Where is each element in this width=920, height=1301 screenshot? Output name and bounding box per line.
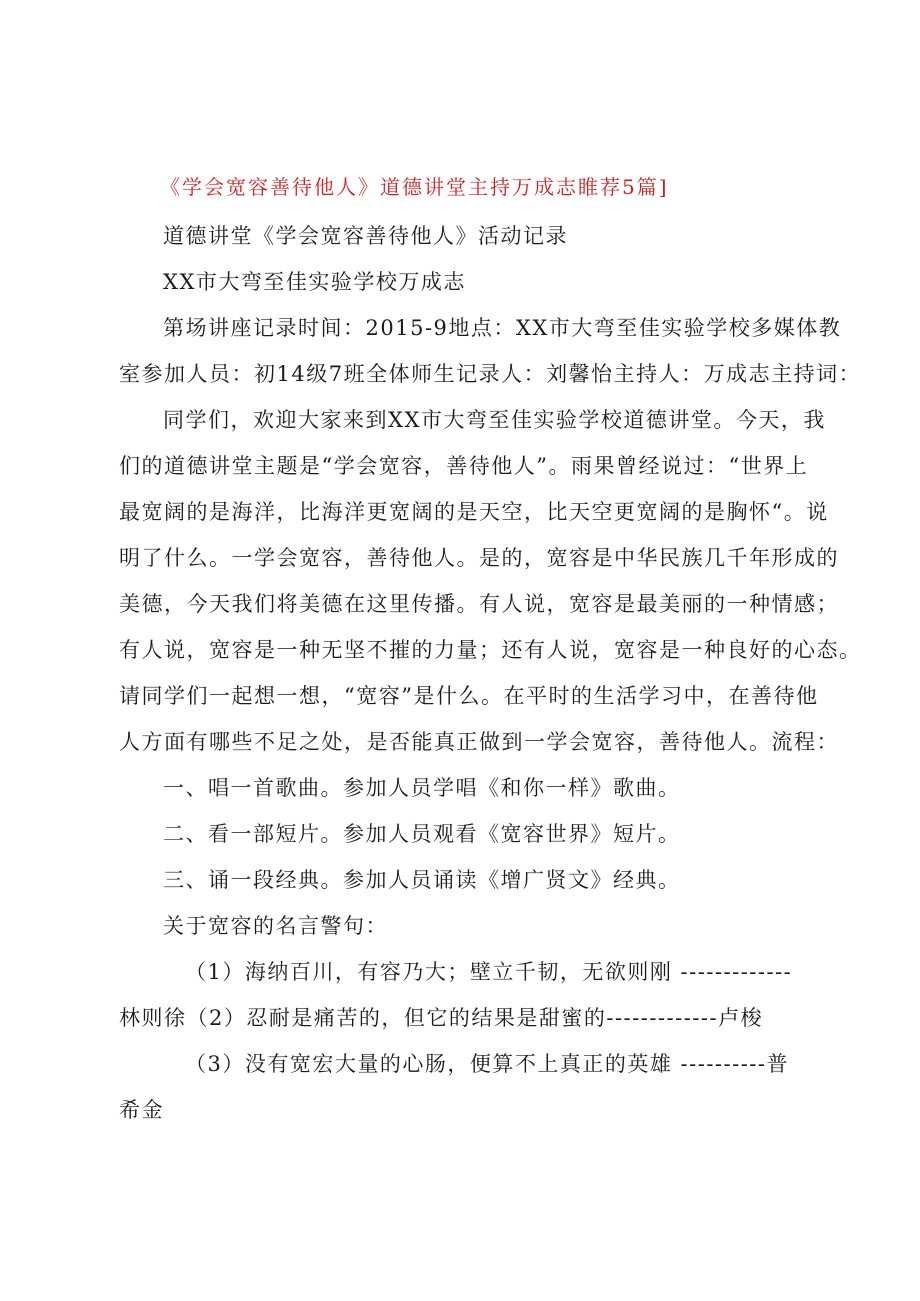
paragraph-line: 有人说，宽容是一种无坚不摧的力量；还有人说，宽容是一种良好的心态。	[119, 638, 862, 662]
paragraph-line: 美德，今天我们将美德在这里传播。有人说，宽容是最美丽的一种情感；	[119, 592, 839, 616]
paragraph-line: 一、唱一首歌曲。参加人员学唱《和你一样》歌曲。	[163, 776, 681, 800]
paragraph-line: 最宽阔的是海洋，比海洋更宽阔的是天空，比天空更宽阔的是胸怀“。说	[119, 500, 829, 524]
paragraph-line: 三、诵一段经典。参加人员诵读《增广贤文》经典。	[163, 868, 681, 892]
paragraph-line: （3）没有宽宏大量的心肠，便算不上真正的英雄 ----------普	[185, 1052, 789, 1076]
paragraph-line: （1）海纳百川，有容乃大；壁立千韧，无欲则刚 -------------	[185, 960, 793, 984]
paragraph-line: 二、看一部短片。参加人员观看《宽容世界》短片。	[163, 822, 681, 846]
paragraph-line: 们的道德讲堂主题是“学会宽容，善待他人”。雨果曾经说过：“世界上	[119, 454, 809, 478]
paragraph-line: 同学们，欢迎大家来到XX市大弯至佳实验学校道德讲堂。今天，我	[163, 408, 826, 432]
paragraph-line: 关于宽容的名言警句：	[163, 914, 388, 938]
paragraph-line: 希金	[119, 1098, 164, 1122]
document-title: 《学会宽容善待他人》道德讲堂主持万成志睢荐5篇]	[160, 175, 669, 199]
paragraph-line: XX市大弯至佳实验学校万成志	[163, 270, 466, 294]
paragraph-line: 人方面有哪些不足之处，是否能真正做到一学会宽容，善待他人。流程：	[119, 730, 839, 754]
paragraph-line: 林则徐（2）忍耐是痛苦的，但它的结果是甜蜜的-------------卢梭	[119, 1006, 764, 1030]
paragraph-line: 请同学们一起想一想，“宽容”是什么。在平时的生活学习中，在善待他	[119, 684, 819, 708]
paragraph-line: 道德讲堂《学会宽容善待他人》活动记录	[163, 224, 568, 248]
paragraph-line: 明了什么。一学会宽容，善待他人。是的，宽容是中华民族几千年形成的	[119, 546, 839, 570]
paragraph-line: 室参加人员：初14级7班全体师生记录人：刘馨怡主持人：万成志主持词：	[119, 362, 862, 386]
paragraph-line: 第场讲座记录时间：2015-9地点：XX市大弯至佳实验学校多媒体教	[163, 316, 842, 340]
